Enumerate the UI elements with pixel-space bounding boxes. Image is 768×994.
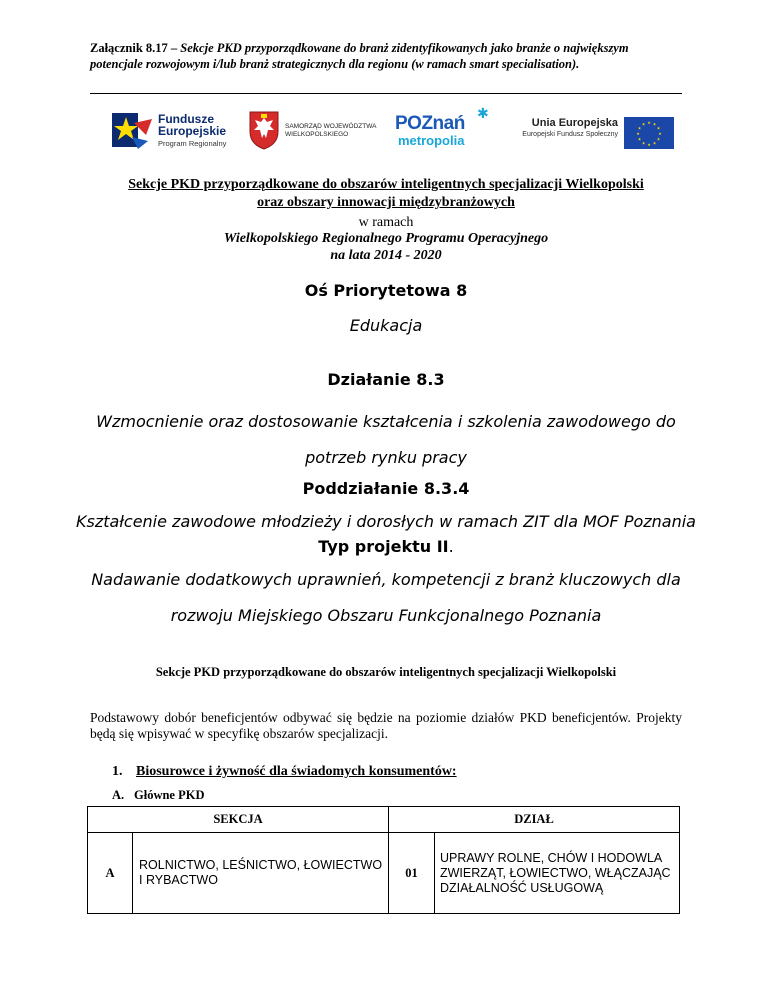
typ-label: Typ projektu II: [318, 537, 449, 556]
samorzad-wojewodztwa-logo: [248, 104, 388, 156]
svg-text:★: ★: [637, 125, 642, 131]
fe-line3: Program Regionalny: [158, 139, 227, 148]
program-line1: Wielkopolskiego Regionalnego Programu Operacyjnego: [223, 231, 549, 246]
col-header-dzial: DZIAŁ: [389, 807, 680, 833]
sw-line2: WIELKOPOLSKIEGO: [285, 131, 349, 138]
svg-text:★: ★: [652, 121, 657, 127]
typ-name-line2: rozwoju Miejskiego Obszaru Funkcjonalnego Poznania: [170, 606, 602, 625]
logo-bar: [90, 104, 682, 156]
intro-paragraph: Podstawowy dobór beneficjentów odbywać się będzie na poziomie działów PKD beneficjentów. Projekty będą się wpisywać w specyfikę obszarów specjalizacji.: [90, 710, 682, 741]
unia-europejska-logo: [510, 104, 682, 156]
fundusze-europejskie-logo: [108, 104, 248, 156]
heading1-text: Biosurowce i żywność dla świadomych konsumentów:: [136, 764, 457, 779]
svg-text:★: ★: [641, 140, 646, 146]
w-ramach: w ramach: [358, 215, 414, 230]
dzialanie-label: Działanie 8.3: [327, 370, 445, 389]
poznan-metropolia-logo: [395, 104, 495, 156]
svg-text:★: ★: [641, 121, 646, 127]
header-text: Sekcje PKD przyporządkowane do branż zidentyfikowanych jako branże o największym potencjale rozwojowym i/lub branż strategicznych dla regionu (w ramach smart specialisation).: [90, 41, 629, 71]
document-header: [90, 40, 682, 72]
dzialanie-name-line2: potrzeb rynku pracy: [305, 448, 467, 467]
typ-projektu: [90, 537, 682, 556]
os-name: Edukacja: [349, 316, 423, 335]
svg-text:★: ★: [636, 131, 640, 136]
ue-line1: Unia Europejska: [531, 117, 618, 129]
title-line1: Sekcje PKD przyporządkowane do obszarów inteligentnych specjalizacji Wielkopolski: [128, 177, 644, 192]
svg-text:★: ★: [656, 125, 661, 131]
fe-line2: Europejskie: [158, 124, 227, 138]
heading2-num: A.: [112, 788, 125, 802]
dzialanie-name-line1: Wzmocnienie oraz dostosowanie kształcenia i szkolenia zawodowego do: [96, 412, 676, 431]
svg-text:★: ★: [658, 131, 662, 136]
header-rule: [90, 93, 682, 94]
section-name: ROLNICTWO, LEŚNICTWO, ŁOWIECTWO I RYBACTWO: [133, 833, 389, 914]
typ-dot: .: [448, 537, 454, 556]
svg-text:★: ★: [656, 136, 661, 142]
document-title: [90, 176, 682, 212]
ue-line2: Europejski Fundusz Społeczny: [522, 131, 618, 138]
asterisk-icon: ✱: [477, 106, 489, 122]
poddzialanie-label: Poddziałanie 8.3.4: [302, 479, 470, 498]
title-line2: oraz obszary innowacji międzybranżowych: [257, 195, 515, 210]
fe-line1: Fundusze: [158, 112, 214, 126]
pkd-table: [87, 806, 680, 914]
typ-name-line1: Nadawanie dodatkowych uprawnień, kompetencji z branż kluczowych dla: [91, 570, 681, 589]
os-label: Oś Priorytetowa 8: [304, 281, 468, 300]
svg-text:★: ★: [637, 136, 642, 142]
dzial-number: 01: [389, 833, 435, 914]
pz-line2: metropolia: [398, 133, 465, 148]
svg-text:★: ★: [647, 120, 651, 125]
pz-line1: POZnań: [395, 113, 465, 134]
program-name: [90, 230, 682, 264]
section-code: A: [88, 833, 133, 914]
program-line2: na lata 2014 - 2020: [330, 248, 442, 263]
fe-star-icon: [108, 107, 154, 153]
typ-name: [40, 562, 732, 634]
eagle-crest-icon: [248, 110, 280, 150]
sw-line1: SAMORZĄD WOJEWÓDZTWA: [285, 123, 377, 130]
eu-flag-icon: [624, 117, 674, 149]
dzial-name: UPRAWY ROLNE, CHÓW I HODOWLA ZWIERZĄT, ŁOWIECTWO, WŁĄCZAJĄC DZIAŁALNOŚĆ USŁUGOWĄ: [435, 833, 680, 914]
heading2-text: Główne PKD: [134, 788, 205, 802]
header-prefix: Załącznik 8.17 –: [90, 41, 181, 55]
heading-biosurowce: [112, 764, 457, 780]
heading-glowne-pkd: [112, 788, 204, 803]
dzialanie-name: [40, 404, 732, 476]
svg-text:★: ★: [647, 142, 651, 147]
poddzialanie-name: Kształcenie zawodowe młodzieży i dorosłych w ramach ZIT dla MOF Poznania: [76, 512, 696, 531]
table-header-row: [88, 807, 680, 833]
svg-text:★: ★: [652, 140, 657, 146]
table-row: [88, 833, 680, 914]
col-header-sekcja: SEKCJA: [88, 807, 389, 833]
heading1-num: 1.: [112, 764, 123, 779]
section-title: Sekcje PKD przyporządkowane do obszarów inteligentnych specjalizacji Wielkopolski: [155, 665, 617, 679]
